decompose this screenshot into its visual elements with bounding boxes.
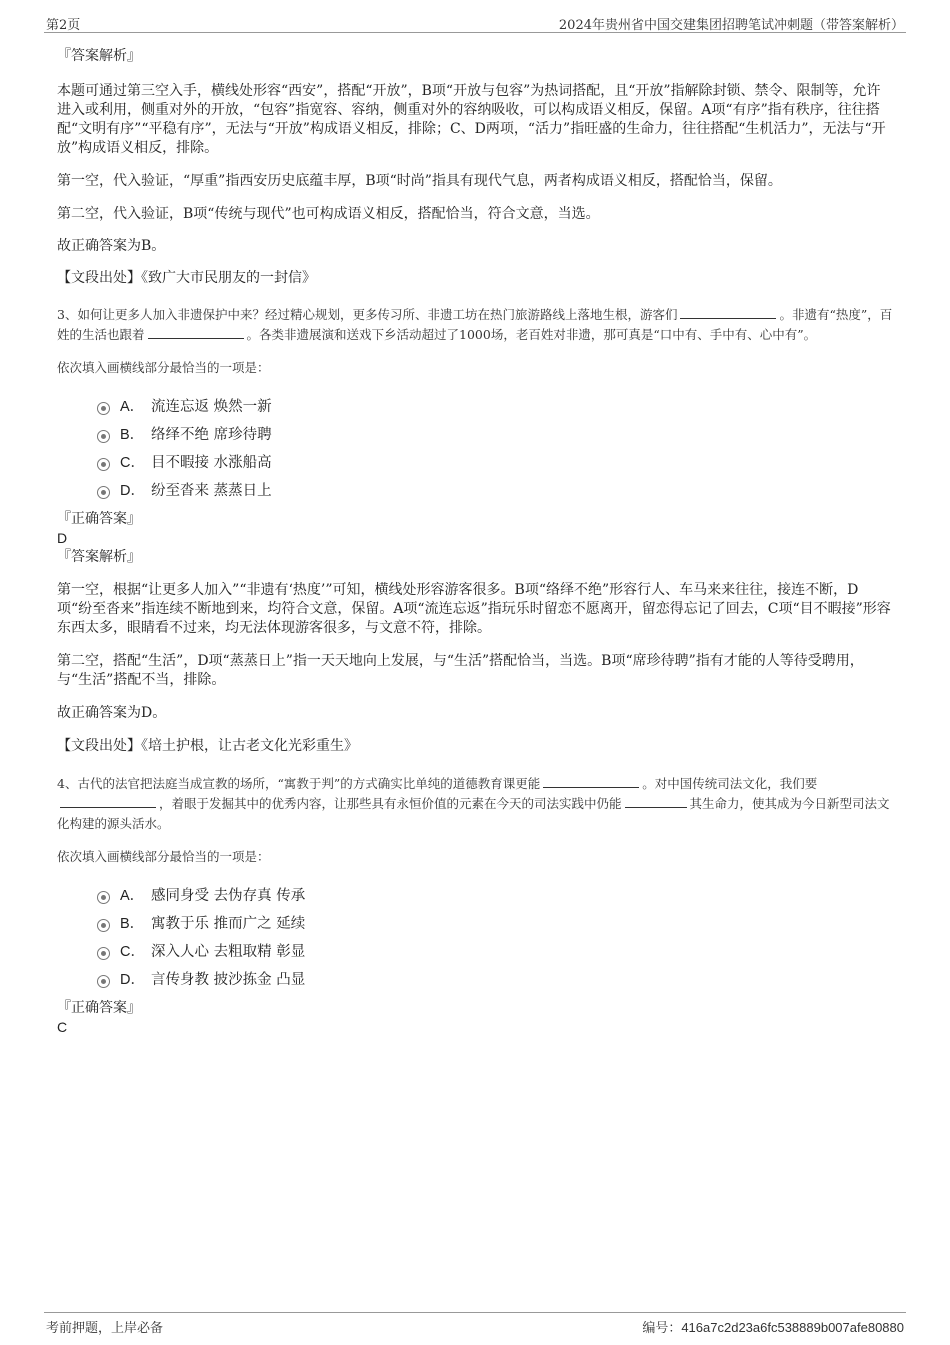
question-3-options [97, 391, 893, 503]
radio-icon[interactable] [97, 891, 110, 904]
analysis-heading: 『答案解析』 [57, 48, 141, 64]
option-b[interactable]: B． 络绎不绝 席珍待聘 [97, 419, 893, 447]
footer-slogan: 考前押题，上岸必备 [46, 1321, 164, 1336]
question-3-prompt: 依次填入画横线部分最恰当的一项是： [57, 360, 270, 375]
option-a[interactable]: A． 流连忘返 焕然一新 [97, 391, 893, 419]
fill-blank [680, 306, 776, 319]
analysis-paragraph: 第一空，代入验证，“厚重”指西安历史底蕴丰厚，B项“时尚”指具有现代气息，两者构成语义相反，搭配恰当，保留。 [57, 173, 782, 189]
option-c[interactable]: C． 深入人心 去粗取精 彰显 [97, 936, 893, 964]
radio-icon[interactable] [97, 919, 110, 932]
page-content [57, 44, 893, 1036]
document-title: 2024年贵州省中国交建集团招聘笔试冲刺题（带答案解析） [558, 18, 904, 33]
analysis-paragraph: 第二空，代入验证，B项“传统与现代”也可构成语义相反，搭配恰当，符合文意，当选。 [57, 206, 600, 222]
option-c[interactable]: C． 目不暇接 水涨船高 [97, 447, 893, 475]
document-code: 编号：416a7c2d23a6fc538889b007afe80880 [642, 1320, 904, 1336]
question-4-stem: 4、古代的法官把法庭当成宣教的场所，“寓教于判”的方式确实比单纯的道德教育课更能 。对中国传统司法文化，我们要，着眼于发掘其中的优秀内容，让那些具有永恒价值的元素在今天的司法实践中仍能 其生命力，使其成为今日新型司法文化构建的源头活水。 [57, 776, 890, 831]
correct-answer-heading: 『正确答案』 [57, 511, 141, 527]
question-4-prompt: 依次填入画横线部分最恰当的一项是： [57, 849, 270, 864]
analysis-heading: 『答案解析』 [57, 549, 141, 565]
correct-answer: C [57, 1019, 68, 1035]
answer-statement: 故正确答案为D。 [57, 705, 167, 721]
radio-icon[interactable] [97, 486, 110, 499]
radio-icon[interactable] [97, 458, 110, 471]
option-b[interactable]: B． 寓教于乐 推而广之 延续 [97, 908, 893, 936]
passage-source: 【文段出处】《致广大市民朋友的一封信》 [57, 270, 316, 286]
passage-source: 【文段出处】《培土护根，让古老文化光彩重生》 [57, 738, 358, 754]
fill-blank [148, 326, 244, 339]
question-4-options [97, 880, 893, 992]
analysis-paragraph: 本题可通过第三空入手，横线处形容“西安”，搭配“开放”，B项“开放与包容”为热词搭配，且“开放”指解除封锁、禁令、限制等，允许进入或利用，侧重对外的开放，“包容”指宽容、容纳，侧重对外的容纳吸收，可以构成语义相反，保留。A项“有序”指有秩序，往往搭配“文明有序”“平稳有序”，无法与“开放”构成语义相反，排除；C、D两项，“活力”指旺盛的生命力，往往搭配“生机活力”，无法与“开放”构成语义相反，排除。 [57, 83, 886, 156]
question-3-stem: 3、如何让更多人加入非遗保护中来？经过精心规划，更多传习所、非遗工坊在热门旅游路线上落地生根，游客们 。非遗有“热度”，百姓的生活也跟着 。各类非遗展演和送戏下乡活动超过了1000场，老百姓对非遗，那可真是“口中有、手中有、心中有”。 [57, 307, 893, 342]
radio-icon[interactable] [97, 947, 110, 960]
radio-icon[interactable] [97, 975, 110, 988]
fill-blank [625, 795, 687, 808]
page-number: 第2页 [46, 18, 81, 33]
answer-statement: 故正确答案为B。 [57, 238, 166, 254]
radio-icon[interactable] [97, 430, 110, 443]
option-a[interactable]: A． 感同身受 去伪存真 传承 [97, 880, 893, 908]
analysis-paragraph: 第二空，搭配“生活”，D项“蒸蒸日上”指一天天地向上发展，与“生活”搭配恰当，当选。B项“席珍待聘”指有才能的人等待受聘用，与“生活”搭配不当，排除。 [57, 653, 864, 688]
radio-icon[interactable] [97, 402, 110, 415]
correct-answer: D [57, 530, 68, 546]
page-footer [44, 1312, 906, 1335]
option-d[interactable]: D． 纷至沓来 蒸蒸日上 [97, 475, 893, 503]
fill-blank [60, 795, 156, 808]
page-header [44, 10, 906, 33]
option-d[interactable]: D． 言传身教 披沙拣金 凸显 [97, 964, 893, 992]
fill-blank [543, 775, 639, 788]
correct-answer-heading: 『正确答案』 [57, 1000, 141, 1016]
analysis-paragraph: 第一空，根据“让更多人加入”“非遗有‘热度’”可知，横线处形容游客很多。B项“络绎不绝”形容行人、车马来来往往，接连不断，D项“纷至沓来”指连续不断地到来，均符合文意，保留。A项“流连忘返”指玩乐时留恋不愿离开，留恋得忘记了回去，C项“目不暇接”形容东西太多，眼睛看不过来，均无法体现游客很多，与文意不符，排除。 [57, 582, 891, 636]
